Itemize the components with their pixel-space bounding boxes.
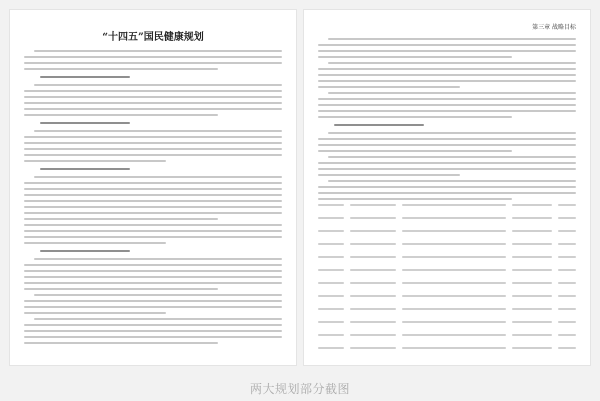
table-row <box>318 278 576 288</box>
table-row <box>318 291 576 301</box>
page-title: “十四五”国民健康规划 <box>102 32 204 43</box>
section-heading-line <box>40 122 130 124</box>
section-heading-line <box>334 124 424 126</box>
indicator-table <box>318 200 576 356</box>
table-row <box>318 343 576 353</box>
document-page-right <box>304 10 590 365</box>
image-caption: 两大规划部分截图 <box>249 382 350 396</box>
section-heading-line <box>40 168 130 170</box>
table-row <box>318 226 576 236</box>
page-header: 第三章 战略目标 <box>532 24 576 31</box>
table-row <box>318 200 576 210</box>
table-row <box>318 213 576 223</box>
table-row <box>318 317 576 327</box>
document-page-left <box>10 10 296 365</box>
table-row <box>318 265 576 275</box>
table-row <box>318 330 576 340</box>
section-heading-line <box>40 76 130 78</box>
table-row <box>318 252 576 262</box>
table-row <box>318 304 576 314</box>
right-text-block <box>318 38 576 204</box>
section-heading-line <box>40 250 130 252</box>
table-row <box>318 239 576 249</box>
left-text-block <box>24 50 282 348</box>
